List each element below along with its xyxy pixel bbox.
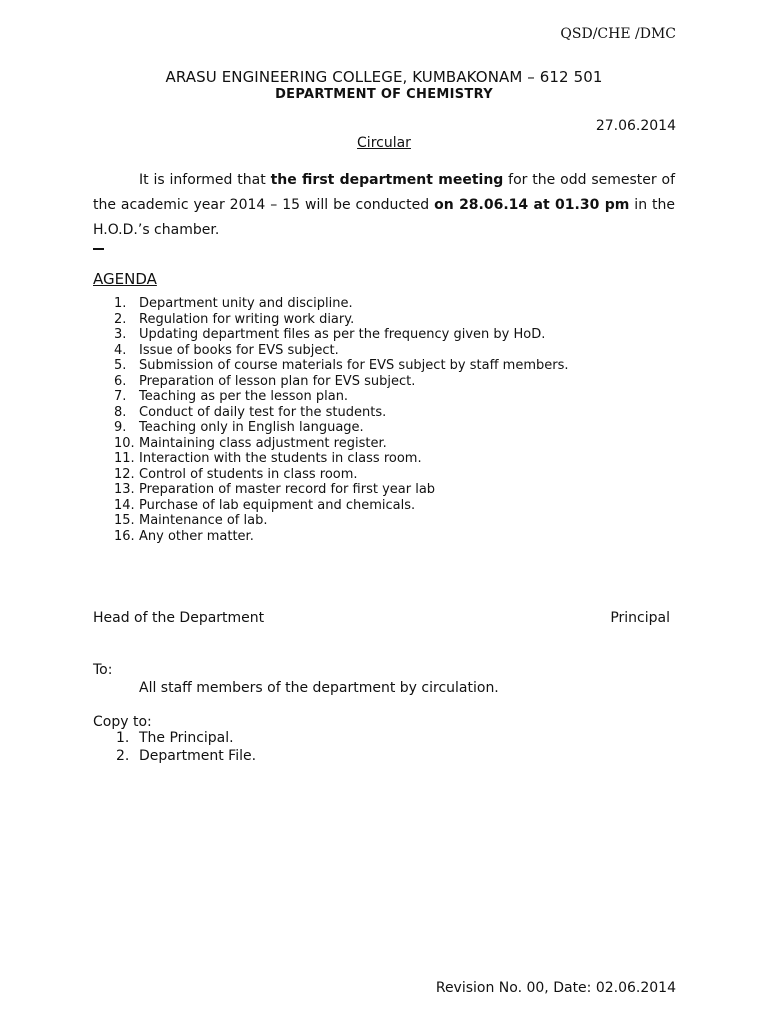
copy-to-label: Copy to:: [93, 714, 152, 730]
copy-to-item: [116, 730, 256, 748]
agenda-item-text: Maintenance of lab.: [139, 513, 268, 528]
signature-principal: Principal: [610, 610, 670, 626]
agenda-item: [114, 498, 569, 514]
agenda-item-text: Teaching only in English language.: [139, 420, 364, 435]
agenda-item: [114, 327, 569, 343]
copy-to-item-number: 2.: [116, 747, 130, 764]
copy-to-item-text: The Principal.: [139, 730, 234, 746]
body-bold-text: on 28.06.14 at 01.30 pm: [434, 197, 630, 213]
agenda-list: [114, 296, 569, 544]
agenda-item-text: Department unity and discipline.: [139, 296, 353, 311]
agenda-item: [114, 513, 569, 529]
body-text: in the H.O.D.’s chamber.: [93, 197, 676, 238]
agenda-item-number: 16.: [114, 528, 135, 544]
agenda-item-number: 5.: [114, 358, 127, 373]
agenda-item: [114, 343, 569, 359]
agenda-item-text: Updating department files as per the frequency given by HoD.: [139, 327, 546, 342]
to-label: To:: [93, 662, 113, 678]
circular-body: [93, 168, 675, 243]
divider-dash: [93, 248, 104, 250]
page-title: Circular: [357, 135, 411, 151]
agenda-item-text: Issue of books for EVS subject.: [139, 342, 339, 358]
agenda-item-number: 9.: [114, 420, 127, 435]
signature-hod: Head of the Department: [93, 610, 265, 626]
document-ref-code: QSD/CHE /DMC: [560, 26, 676, 42]
agenda-item-text: Preparation of master record for first year lab: [139, 482, 436, 497]
agenda-item-number: 10.: [114, 435, 135, 451]
agenda-item-number: 15.: [114, 513, 135, 528]
agenda-item: [114, 436, 569, 452]
agenda-item-text: Conduct of daily test for the students.: [139, 404, 387, 420]
agenda-item-number: 13.: [114, 482, 135, 497]
agenda-item-number: 11.: [114, 451, 135, 466]
agenda-item: [114, 389, 569, 405]
agenda-item-number: 14.: [114, 497, 135, 513]
to-recipients: All staff members of the department by circulation.: [139, 680, 499, 696]
agenda-item: [114, 467, 569, 483]
revision-info: Revision No. 00, Date: 02.06.2014: [435, 980, 676, 996]
agenda-item-number: 8.: [114, 404, 127, 420]
agenda-item-text: Regulation for writing work diary.: [139, 311, 355, 327]
agenda-item: [114, 296, 569, 312]
agenda-item-text: Any other matter.: [139, 528, 254, 544]
agenda-item-text: Control of students in class room.: [139, 466, 358, 482]
agenda-item-number: 1.: [114, 296, 127, 311]
body-bold-text: the first department meeting: [270, 172, 504, 188]
agenda-item-number: 2.: [114, 311, 127, 327]
agenda-item-number: 7.: [114, 389, 127, 404]
copy-to-item: [116, 748, 256, 766]
copy-to-list: [116, 730, 256, 765]
agenda-item-text: Teaching as per the lesson plan.: [139, 389, 349, 404]
department-name: DEPARTMENT OF CHEMISTRY: [275, 87, 493, 102]
body-text: for the odd semester of the academic year 2014 – 15 will be conducted: [93, 172, 676, 213]
agenda-item: [114, 482, 569, 498]
agenda-heading: AGENDA: [93, 270, 157, 288]
copy-to-item-text: Department File.: [139, 747, 257, 764]
agenda-item: [114, 312, 569, 328]
agenda-item: [114, 420, 569, 436]
agenda-item-text: Maintaining class adjustment register.: [139, 435, 387, 451]
agenda-item: [114, 405, 569, 421]
college-name: ARASU ENGINEERING COLLEGE, KUMBAKONAM – 612 501: [165, 68, 603, 86]
agenda-item: [114, 374, 569, 390]
body-text: It is informed that: [139, 172, 271, 188]
agenda-item-number: 12.: [114, 466, 135, 482]
agenda-item-number: 3.: [114, 327, 127, 342]
agenda-item: [114, 451, 569, 467]
agenda-item: [114, 358, 569, 374]
circular-date: 27.06.2014: [595, 118, 676, 134]
agenda-item: [114, 529, 569, 545]
agenda-item-text: Interaction with the students in class room.: [139, 451, 422, 466]
agenda-item-text: Purchase of lab equipment and chemicals.: [139, 497, 416, 513]
copy-to-item-number: 1.: [116, 730, 130, 746]
agenda-item-number: 4.: [114, 342, 127, 358]
agenda-item-text: Submission of course materials for EVS subject by staff members.: [139, 358, 569, 373]
agenda-item-number: 6.: [114, 373, 127, 389]
agenda-item-text: Preparation of lesson plan for EVS subject.: [139, 373, 416, 389]
